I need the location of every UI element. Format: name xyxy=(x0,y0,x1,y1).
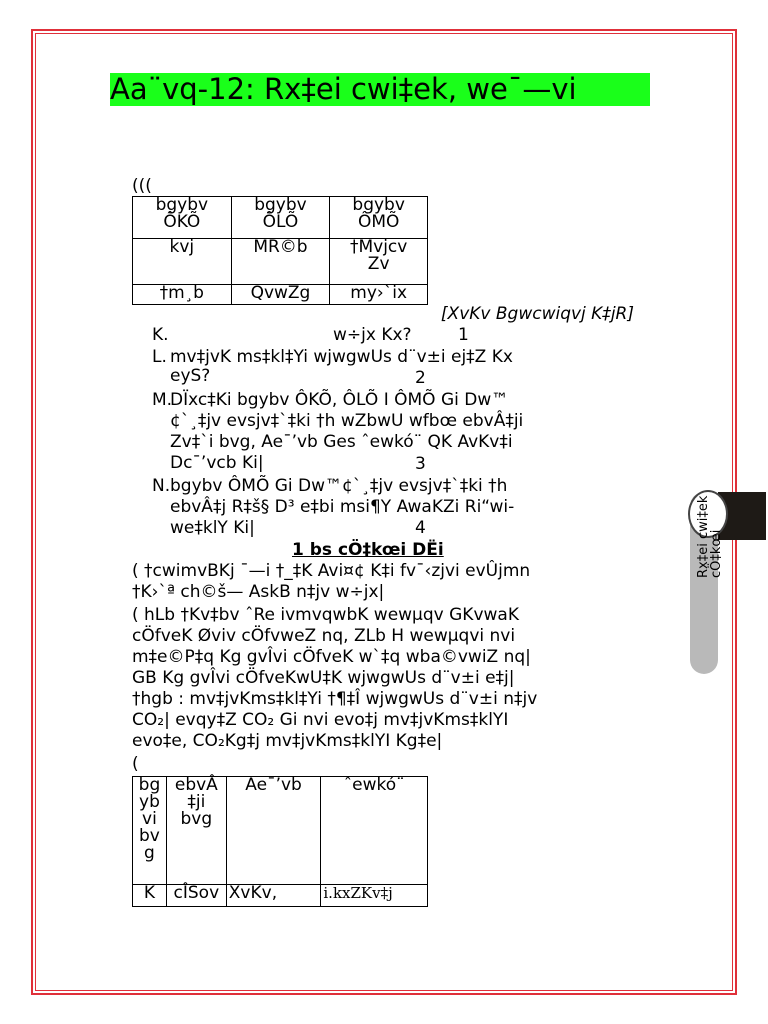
question-l-line: mv‡jvK ms‡kl‡Yi wjwgwUs d¨v±i ej‡Z Kx xyxy=(170,347,513,367)
question-m-line: Zv‡`i bvg, Ae¯’vb Ges ˆewkó¨ QK AvKv‡i xyxy=(170,432,513,452)
table-header-cell: bgybv ÔLÕ xyxy=(231,197,330,239)
table-cell: cÎSov xyxy=(166,885,226,907)
answer-l-line: m‡e©P‡q Kg gvÎvi cÖfveK w`‡q wba©vwiZ nq| xyxy=(132,647,531,667)
answer-l-line: evo‡e, CO₂Kg‡j mv‡jvKms‡klYI Kg‡e| xyxy=(132,731,443,751)
table-cell: K xyxy=(133,885,167,907)
question-k-text: w÷jx Kx? xyxy=(333,325,412,345)
question-m-line: DÏxc‡Ki bgybv ÔKÕ, ÔLÕ I ÔMÕ Gi Dw™ xyxy=(170,390,509,410)
answer-l-line: GB Kg gvÎvi cÖfveKwU‡K wjwgwUs d¨v±i e‡j| xyxy=(132,668,515,688)
question-l-label: L. xyxy=(152,347,167,367)
answer-l-line: ( hLb †Kv‡bv ˆRe ivmvqwbK wewµqv GKvwaK xyxy=(132,605,519,625)
question-n-line: bgybv ÔMÕ Gi Dw™¢`¸‡jv evsjv‡`‡ki †h xyxy=(170,476,508,496)
answer-l-line: †hgb : mv‡jvKms‡kl‡Yi †¶‡Î wjwgwUs d¨v±i n‡jv xyxy=(132,689,538,709)
question-m-label: M. xyxy=(152,390,173,410)
question-k-mark: 1 xyxy=(458,325,469,345)
table-cell: XvKv, xyxy=(226,885,321,907)
question-m-mark: 3 xyxy=(415,454,426,474)
table-cell: MR©b xyxy=(231,239,330,285)
table-cell: QvwZg xyxy=(231,285,330,305)
answer-heading: 1 bs cÖ‡kœi DËi xyxy=(292,540,444,560)
table-cell: my›`ix xyxy=(330,285,428,305)
answer-k-line: ( †cwimvBKj ¯—i †_‡K Avi¤¢ K‡i fv¯‹zjvi evÛjmn xyxy=(132,561,531,581)
question-n-mark: 4 xyxy=(415,518,426,538)
question-n-line: we‡klY Ki| xyxy=(170,518,255,538)
question-l-line: eyS? xyxy=(170,366,211,386)
paren-marker: ( xyxy=(132,754,139,774)
forest-table xyxy=(132,776,428,907)
source-citation: [XvKv Bgwcwiqvj K‡jR] xyxy=(440,304,634,324)
chapter-title: Aa¨vq-12: Rx‡ei cwi‡ek, we¯—vi xyxy=(110,73,650,106)
sample-table xyxy=(132,196,428,305)
table-header-cell: bgybv ÔMÕ xyxy=(330,197,428,239)
question-m-line: Dc¯’vcb Ki| xyxy=(170,453,264,473)
table-header-cell: ebvÂ ‡ji bvg xyxy=(166,777,226,885)
question-l-mark: 2 xyxy=(415,368,426,388)
table-header-cell: Ae¯’vb xyxy=(226,777,321,885)
answer-l-line: cÖfveK Øviv cÖfvweZ nq, ZLb H wewµqvi nvi xyxy=(132,626,516,646)
answer-l-line: CO₂| evqy‡Z CO₂ Gi nvi evo‡j mv‡jvKms‡klYI xyxy=(132,710,509,730)
table-header-cell: ˆewkó¨ xyxy=(321,777,428,885)
table-cell: i.kxZKv‡j xyxy=(321,885,428,907)
table-cell: kvj xyxy=(133,239,232,285)
table-cell: †Mvjcv Zv xyxy=(330,239,428,285)
table-header-cell: bg yb vi bv g xyxy=(133,777,167,885)
question-m-line: ¢`¸‡jv evsjv‡`‡ki †h wZbwU wfbœ ebvÂ‡ji xyxy=(170,411,524,431)
table-cell: †m¸b xyxy=(133,285,232,305)
question-k-label: K. xyxy=(152,325,169,345)
question-n-line: ebvÂ‡j R‡š§ D³ e‡bi msi¶Y AwaKZi Ri“wi- xyxy=(170,497,515,517)
table-header-cell: bgybv ÔKÕ xyxy=(133,197,232,239)
side-tab-label: Rx‡ei cwi‡ek cÖ‡kœi xyxy=(696,495,724,578)
answer-k-line: †K›`ª ch©š— AskB n‡jv w÷jx| xyxy=(132,582,385,602)
question-n-label: N. xyxy=(152,476,171,496)
paren-marker: ((( xyxy=(132,176,152,196)
